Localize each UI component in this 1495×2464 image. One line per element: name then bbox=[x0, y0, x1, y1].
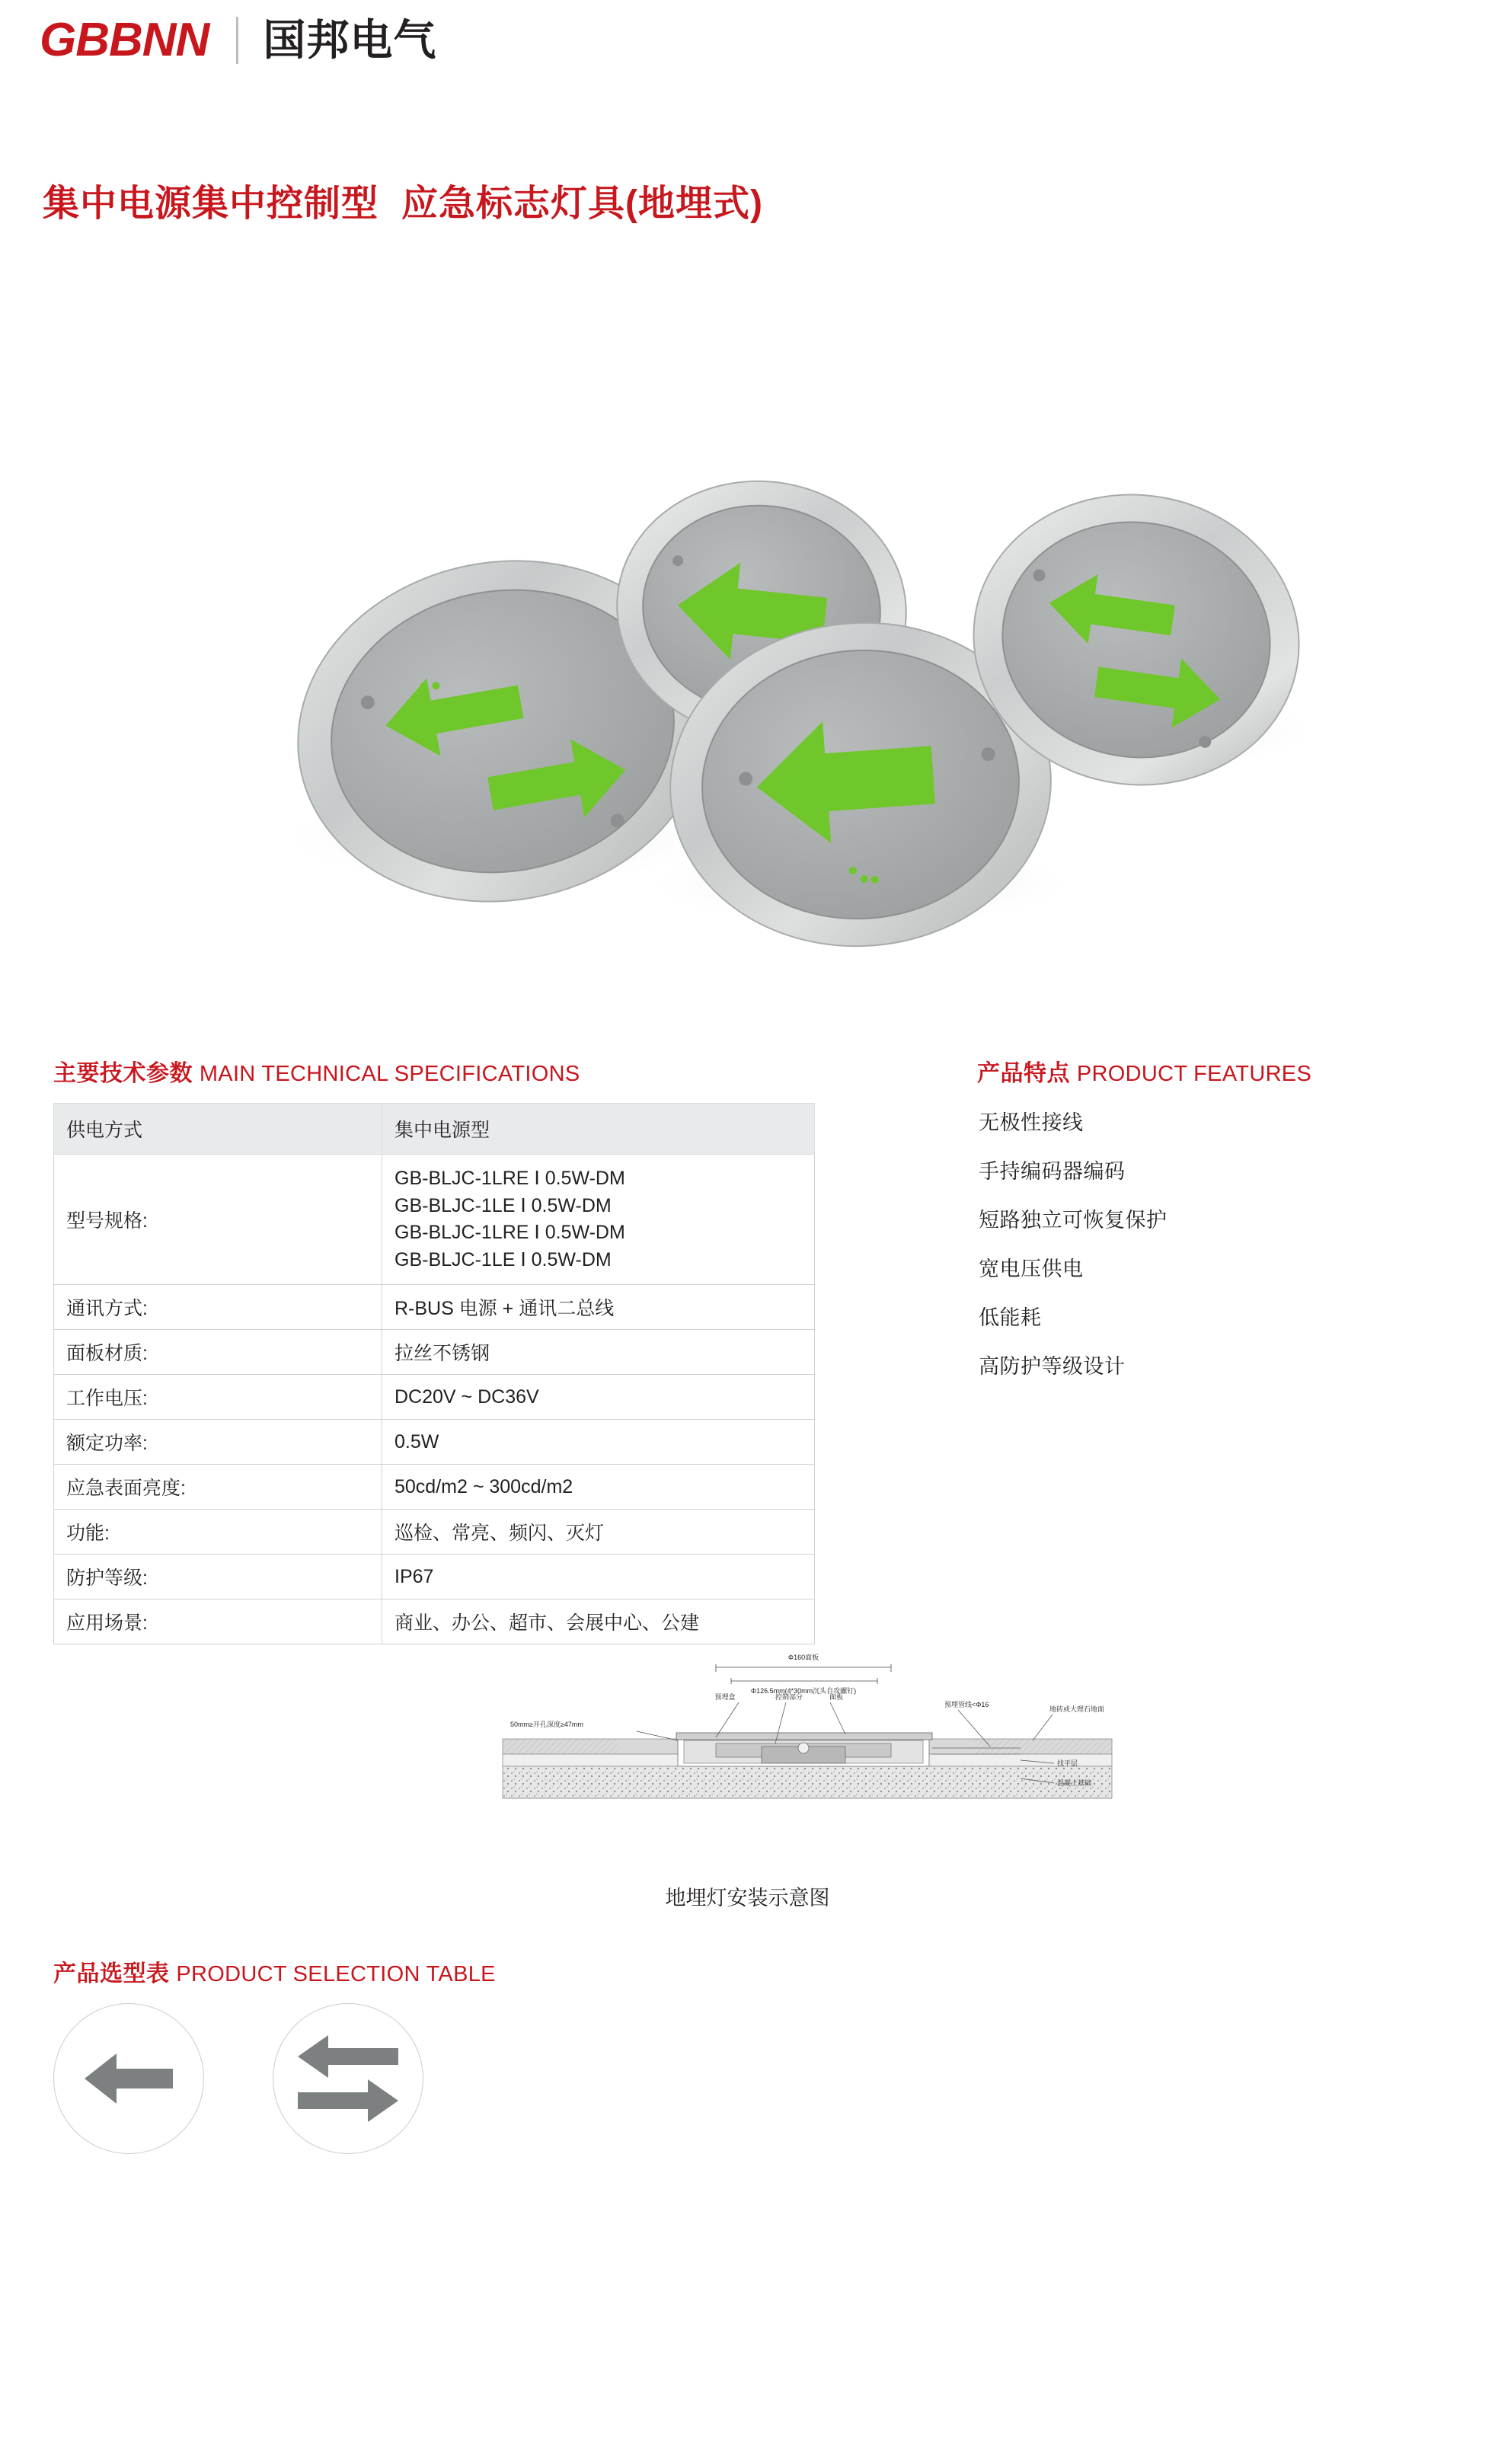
specifications-table bbox=[53, 1103, 815, 1644]
spec-value: DC20V ~ DC36V bbox=[382, 1375, 815, 1420]
brand-logo: GBBNN bbox=[40, 14, 209, 66]
spec-label: 额定功率: bbox=[54, 1420, 382, 1465]
spec-label: 应用场景: bbox=[54, 1600, 382, 1644]
page-title-part1: 集中电源集中控制型 bbox=[43, 184, 379, 224]
feature-item: 宽电压供电 bbox=[979, 1258, 1084, 1280]
product-hero-image bbox=[0, 305, 1495, 975]
table-row bbox=[54, 1285, 815, 1330]
diagram-caption: 地埋灯安装示意图 bbox=[665, 1887, 830, 1910]
feature-item: 无极性接线 bbox=[979, 1111, 1084, 1134]
spec-value: IP67 bbox=[382, 1555, 815, 1600]
spec-value: 0.5W bbox=[382, 1420, 815, 1465]
arrow-left-icon bbox=[81, 2049, 176, 2108]
diagram-label-left-note: 50mm≥开孔深度≥47mm bbox=[510, 1721, 583, 1728]
spec-label: 防护等级: bbox=[54, 1555, 382, 1600]
diagram-label-concrete: 混凝土基础 bbox=[1057, 1779, 1092, 1787]
specs-heading-en: MAIN TECHNICAL SPECIFICATIONS bbox=[199, 1062, 580, 1086]
spec-label: 面板材质: bbox=[54, 1330, 382, 1375]
table-row bbox=[54, 1330, 815, 1375]
brand-header bbox=[40, 14, 437, 66]
spec-label: 应急表面亮度: bbox=[54, 1465, 382, 1510]
feature-item: 手持编码器编码 bbox=[979, 1160, 1126, 1183]
selection-heading-cn: 产品选型表 bbox=[53, 1961, 170, 1986]
page-title bbox=[43, 174, 763, 226]
diagram-label-screw: Φ126.5mm(4*30mm沉头自攻螺钉) bbox=[750, 1687, 857, 1695]
spec-label: 型号规格: bbox=[54, 1155, 382, 1285]
table-row bbox=[54, 1420, 815, 1465]
feature-item: 高防护等级设计 bbox=[979, 1355, 1126, 1378]
brand-company-name: 国邦电气 bbox=[263, 16, 437, 64]
diagram-label-panel: 面板 bbox=[829, 1693, 844, 1701]
spec-value: 商业、办公、超市、会展中心、公建 bbox=[382, 1600, 815, 1644]
table-row bbox=[54, 1555, 815, 1600]
diagram-label-conduit: 预埋管线<Φ16 bbox=[944, 1701, 989, 1708]
diagram-label-floor: 地砖或大理石地面 bbox=[1049, 1705, 1105, 1713]
spec-label: 供电方式 bbox=[54, 1104, 382, 1155]
spec-label: 功能: bbox=[54, 1510, 382, 1555]
spec-value: 集中电源型 bbox=[382, 1104, 815, 1155]
selection-option-arrow-left[interactable] bbox=[53, 2003, 204, 2154]
spec-label: 工作电压: bbox=[54, 1375, 382, 1420]
spec-value: R-BUS 电源 + 通讯二总线 bbox=[382, 1285, 815, 1330]
table-row bbox=[54, 1375, 815, 1420]
selection-section-heading bbox=[53, 1954, 496, 1988]
selection-heading-en: PRODUCT SELECTION TABLE bbox=[176, 1962, 496, 1986]
page-title-part2: 应急标志灯具(地埋式) bbox=[401, 184, 763, 224]
table-row bbox=[54, 1465, 815, 1510]
table-row bbox=[54, 1155, 815, 1285]
table-row bbox=[54, 1600, 815, 1644]
features-list bbox=[979, 1106, 1168, 1398]
diagram-label-pre-box: 预埋盒 bbox=[714, 1693, 736, 1701]
feature-item: 短路独立可恢复保护 bbox=[979, 1209, 1168, 1232]
diagram-label-control-part: 控制部分 bbox=[775, 1693, 803, 1701]
spec-value: GB-BLJC-1LRE Ⅰ 0.5W-DM GB-BLJC-1LE Ⅰ 0.5W-DM GB-BLJC-1LRE Ⅰ 0.5W-DM GB-BLJC-1LE Ⅰ 0.5W-DM bbox=[382, 1155, 815, 1285]
brand-divider bbox=[236, 17, 238, 64]
selection-option-arrow-double[interactable] bbox=[273, 2003, 423, 2154]
features-section-heading bbox=[977, 1054, 1311, 1088]
table-row bbox=[54, 1104, 815, 1155]
features-heading-cn: 产品特点 bbox=[977, 1061, 1070, 1086]
table-row bbox=[54, 1510, 815, 1555]
diagram-label-panel-dia: Φ160面板 bbox=[787, 1654, 819, 1661]
specs-heading-cn: 主要技术参数 bbox=[53, 1061, 193, 1086]
specs-section-heading bbox=[53, 1054, 580, 1088]
installation-diagram bbox=[487, 1641, 1127, 1839]
spec-label: 通讯方式: bbox=[54, 1285, 382, 1330]
spec-value: 巡检、常亮、频闪、灭灯 bbox=[382, 1510, 815, 1555]
features-heading-en: PRODUCT FEATURES bbox=[1076, 1062, 1312, 1086]
diagram-label-leveling: 找平层 bbox=[1057, 1759, 1078, 1767]
selection-icon-row bbox=[53, 2003, 423, 2154]
spec-value: 拉丝不锈钢 bbox=[382, 1330, 815, 1375]
feature-item: 低能耗 bbox=[979, 1306, 1042, 1329]
arrow-double-icon bbox=[295, 2034, 401, 2124]
spec-value: 50cd/m2 ~ 300cd/m2 bbox=[382, 1465, 815, 1510]
